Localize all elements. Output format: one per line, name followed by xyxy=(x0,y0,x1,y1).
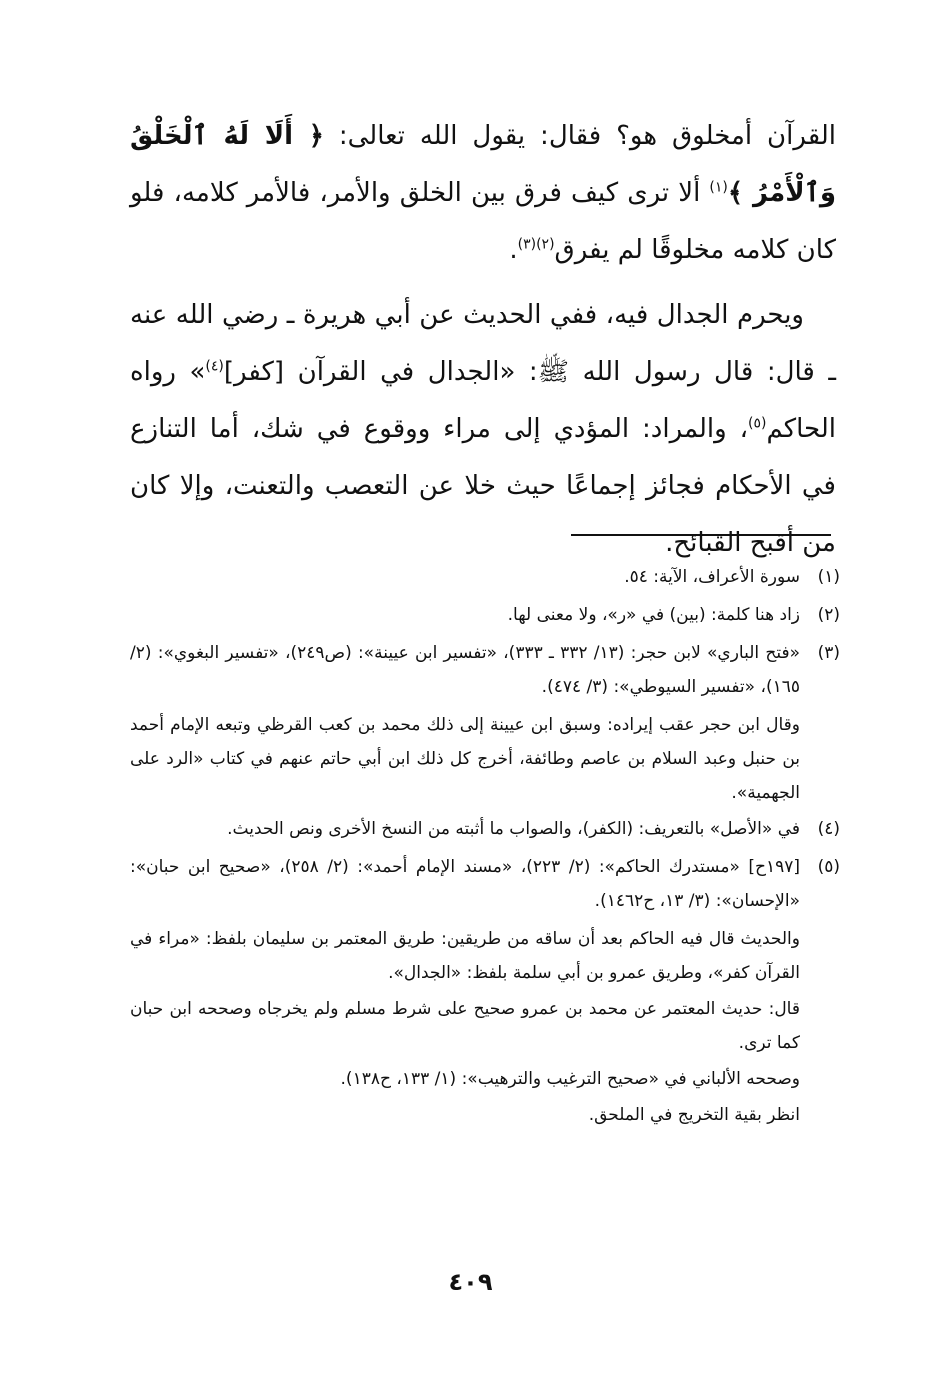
footnote-number: (٣) xyxy=(817,643,840,663)
footnotes-block xyxy=(130,560,840,1134)
footnote-3 xyxy=(130,636,840,704)
footnote-text: [١٩٧ح] «مستدرك الحاكم»: (٢/ ٢٢٣)، «مسند الإمام أحمد»: (٢/ ٢٥٨)، «صحيح ابن حبان»: «الإحسان»: (٣/ ١٣، ح١٤٦٢). xyxy=(130,857,801,911)
footnote-ref-5[interactable]: (٥) xyxy=(747,415,767,432)
paragraph-2-text-c: ، والمراد: المؤدي إلى مراء ووقوع في شك، أما التنازع في الأحكام فجائز إجماعًا حيث خلا عن التعصب والتعنت، وإلا كان من أقبح القبائح. xyxy=(130,414,836,558)
paragraph-1-text-c: . xyxy=(509,235,518,265)
footnote-text: سورة الأعراف، الآية: ٥٤. xyxy=(624,567,800,587)
paragraph-1-text-b: ألا ترى كيف فرق بين الخلق والأمر، فالأمر كلامه، فلو كان كلامه مخلوقًا لم يفرق xyxy=(130,178,836,265)
main-text-block xyxy=(130,108,836,572)
footnote-3-continuation: وقال ابن حجر عقب إيراده: وسبق ابن عيينة إلى ذلك محمد بن كعب القرظي وتبعه الإمام أحمد بن حنبل وعبد السلام بن عاصم وطائفة، أخرج كل ذلك ابن أبي حاتم عنهم في كتاب «الرد على الجهمية». xyxy=(130,715,800,803)
paragraph-2 xyxy=(130,287,836,572)
paragraph-1-text-a: القرآن أمخلوق هو؟ فقال: يقول الله تعالى: xyxy=(323,121,836,151)
paragraph-1 xyxy=(130,108,836,279)
paragraph-2-text-a: ويحرم الجدال فيه، ففي الحديث عن أبي هريرة ـ رضي الله عنه ـ قال: قال رسول الله ﷺ: «الجدال في القرآن [كفر] xyxy=(130,300,836,387)
footnote-ref-4[interactable]: (٤) xyxy=(205,358,224,375)
footnote-5-continuation-2: قال: حديث المعتمر عن محمد بن عمرو صحيح على شرط مسلم ولم يخرجاه وصححه ابن حبان كما ترى. xyxy=(130,999,800,1053)
footnote-5-continuation-3: وصححه الألباني في «صحيح الترغيب والترهيب»: (١/ ١٣٣، ح١٣٨). xyxy=(340,1069,800,1089)
footnote-ref-1[interactable]: (١) xyxy=(709,179,728,196)
footnote-1 xyxy=(130,560,840,594)
footnote-2 xyxy=(130,598,840,632)
footnote-ref-2-3[interactable]: (٢)(٣) xyxy=(517,236,555,253)
footnote-number: (٤) xyxy=(817,819,840,839)
footnote-5-continuation-1: والحديث قال فيه الحاكم بعد أن ساقه من طريقين: طريق المعتمر بن سليمان بلفظ: «مراء في القرآن كفر»، وطريق عمرو بن أبي سلمة بلفظ: «الجدال». xyxy=(130,929,800,983)
quran-verse: ﴿ أَلَا لَهُ ٱلْخَلْقُ وَٱلْأَمْرُ ﴾ xyxy=(130,121,836,208)
footnote-text: زاد هنا كلمة: (بين) في «ر»، ولا معنى لها. xyxy=(507,605,800,625)
page-number: ٤٠٩ xyxy=(448,1268,493,1296)
footnote-divider xyxy=(571,534,831,536)
footnote-number: (٥) xyxy=(817,857,840,877)
footnote-text: في «الأصل» بالتعريف: (الكفر)، والصواب ما أثبته من النسخ الأخرى ونص الحديث. xyxy=(227,819,800,839)
paragraph-2-text-b: » رواه الحاكم xyxy=(130,357,836,444)
footnote-5-continuation-4: انظر بقية التخريج في الملحق. xyxy=(588,1105,800,1125)
footnote-5 xyxy=(130,850,840,918)
footnote-text: «فتح الباري» لابن حجر: (١٣/ ٣٣٢ ـ ٣٣٣)، «تفسير ابن عيينة»: (ص٢٤٩)، «تفسير البغوي»: (٢/ ١٦٥)، «تفسير السيوطي»: (٣/ ٤٧٤). xyxy=(130,643,800,697)
footnote-number: (٢) xyxy=(817,605,840,625)
footnote-4 xyxy=(130,812,840,846)
footnote-number: (١) xyxy=(817,567,840,587)
